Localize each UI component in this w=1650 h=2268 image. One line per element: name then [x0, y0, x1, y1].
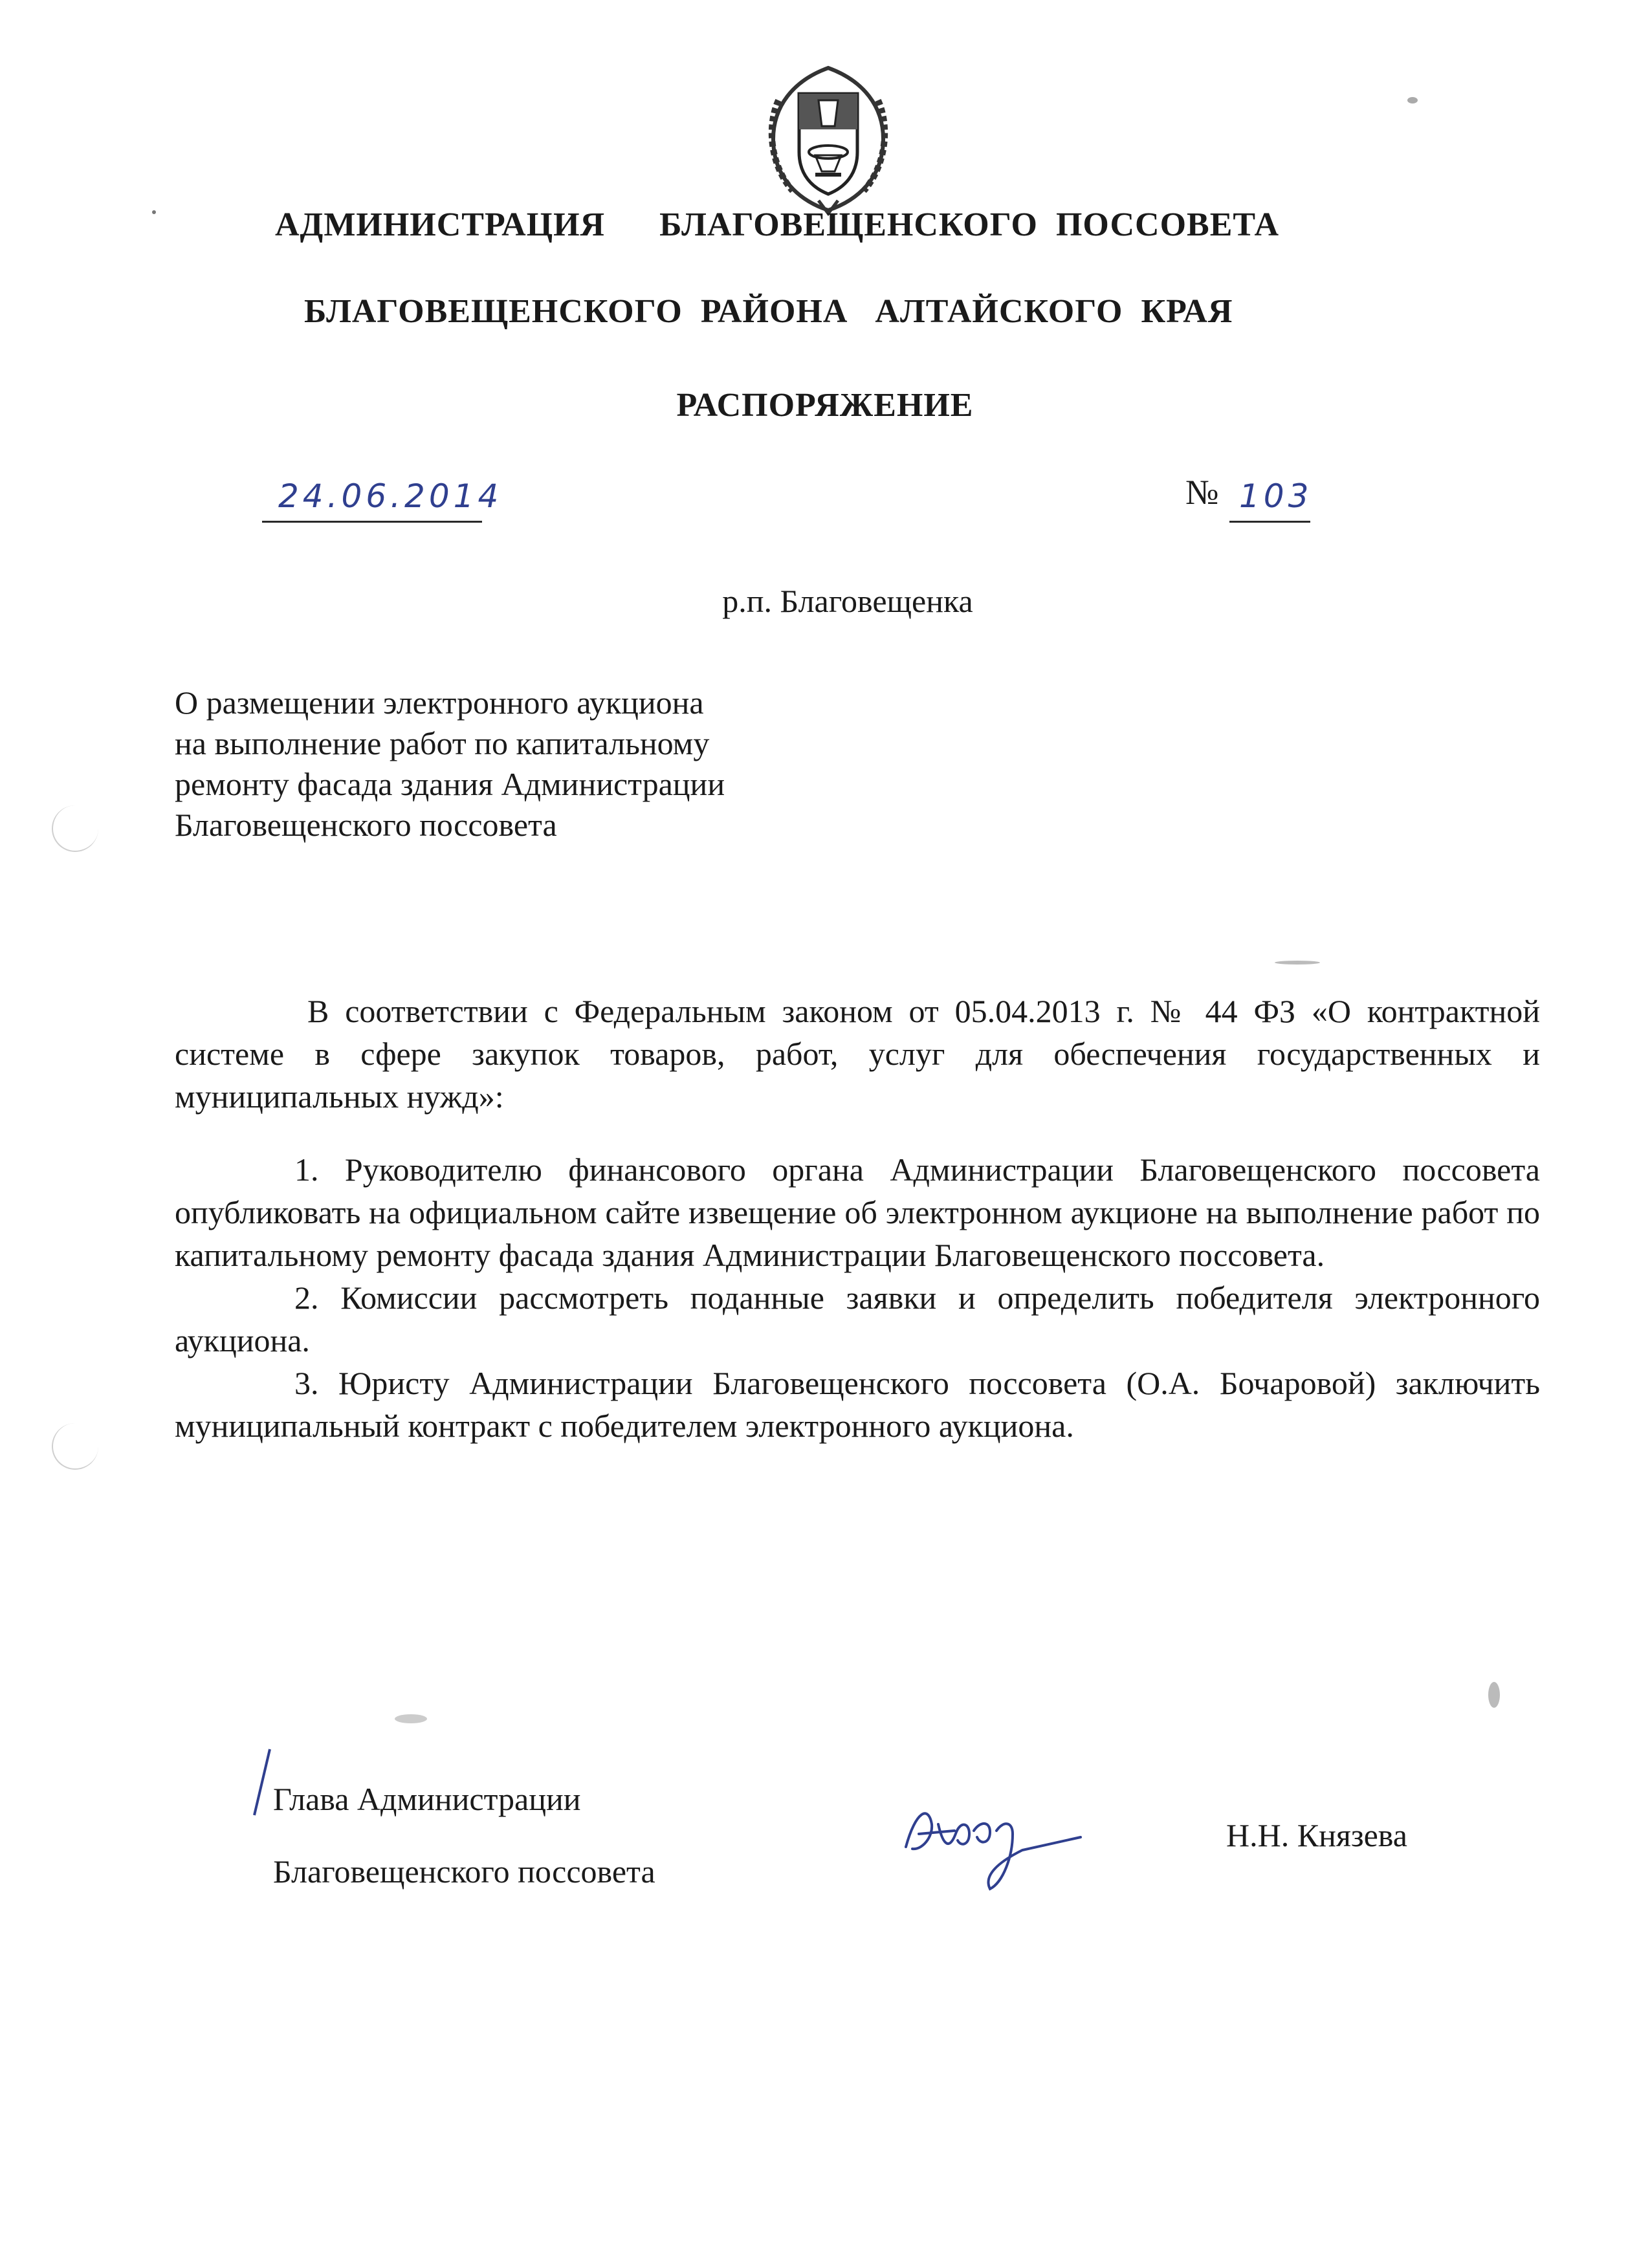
signatory-name: Н.Н. Князева: [1226, 1817, 1407, 1853]
signatory-title: [273, 1763, 655, 1908]
subject-line: на выполнение работ по капитальному: [175, 725, 710, 761]
punch-hole-mark: [52, 1423, 98, 1470]
number-sign: №: [1185, 473, 1219, 512]
order-items: [175, 1148, 1540, 1447]
document-subject: [175, 682, 874, 845]
place-of-issue: р.п. Благовещенка: [722, 583, 973, 619]
handwritten-signature: [893, 1785, 1087, 1895]
margin-tick-mark: [249, 1747, 275, 1818]
signatory-title-line: Благовещенского поссовета: [273, 1853, 655, 1890]
punch-hole-mark: [52, 805, 98, 852]
order-item: 1. Руководителю финансового органа Администрации Благовещенского поссовета опубликовать на официальном сайте извещение об электронном аукционе на выполнение работ по капитальному ремонту фасада здания Администрации Благовещенского поссовета.: [175, 1151, 1540, 1273]
subject-line: О размещении электронного аукциона: [175, 684, 704, 721]
signatory-title-line: Глава Администрации: [273, 1781, 581, 1817]
subject-line: ремонту фасада здания Администрации: [175, 766, 725, 802]
preamble-paragraph: В соответствии с Федеральным законом от 05.04.2013 г. № 44 ФЗ «О контрактной системе в сфере закупок товаров, работ, услуг для обеспечения государственных и муниципальных нужд»:: [175, 993, 1540, 1115]
place-of-issue-row: [0, 582, 1650, 620]
coat-of-arms-emblem: [754, 55, 903, 217]
handwritten-number: 103: [1239, 477, 1313, 515]
scan-speck: [1407, 97, 1418, 104]
scan-speck: [152, 210, 156, 214]
scan-speck: [395, 1714, 427, 1723]
order-item: 2. Комиссии рассмотреть поданные заявки и определить победителя электронного аукциона.: [175, 1280, 1540, 1358]
header-region-line: БЛАГОВЕЩЕНСКОГО РАЙОНА АЛТАЙСКОГО КРАЯ: [304, 293, 1233, 330]
handwritten-date: 24.06.2014: [278, 477, 503, 515]
scan-speck: [1488, 1682, 1500, 1708]
scan-speck: [1275, 961, 1320, 965]
order-item: 3. Юристу Администрации Благовещенского поссовета (О.А. Бочаровой) заключить муниципальный контракт с победителем электронного аукциона.: [175, 1365, 1540, 1444]
header-organization-line: АДМИНИСТРАЦИЯ БЛАГОВЕЩЕНСКОГО ПОССОВЕТА: [275, 206, 1280, 243]
document-type-title: РАСПОРЯЖЕНИЕ: [676, 387, 974, 424]
subject-line: Благовещенского поссовета: [175, 807, 557, 843]
